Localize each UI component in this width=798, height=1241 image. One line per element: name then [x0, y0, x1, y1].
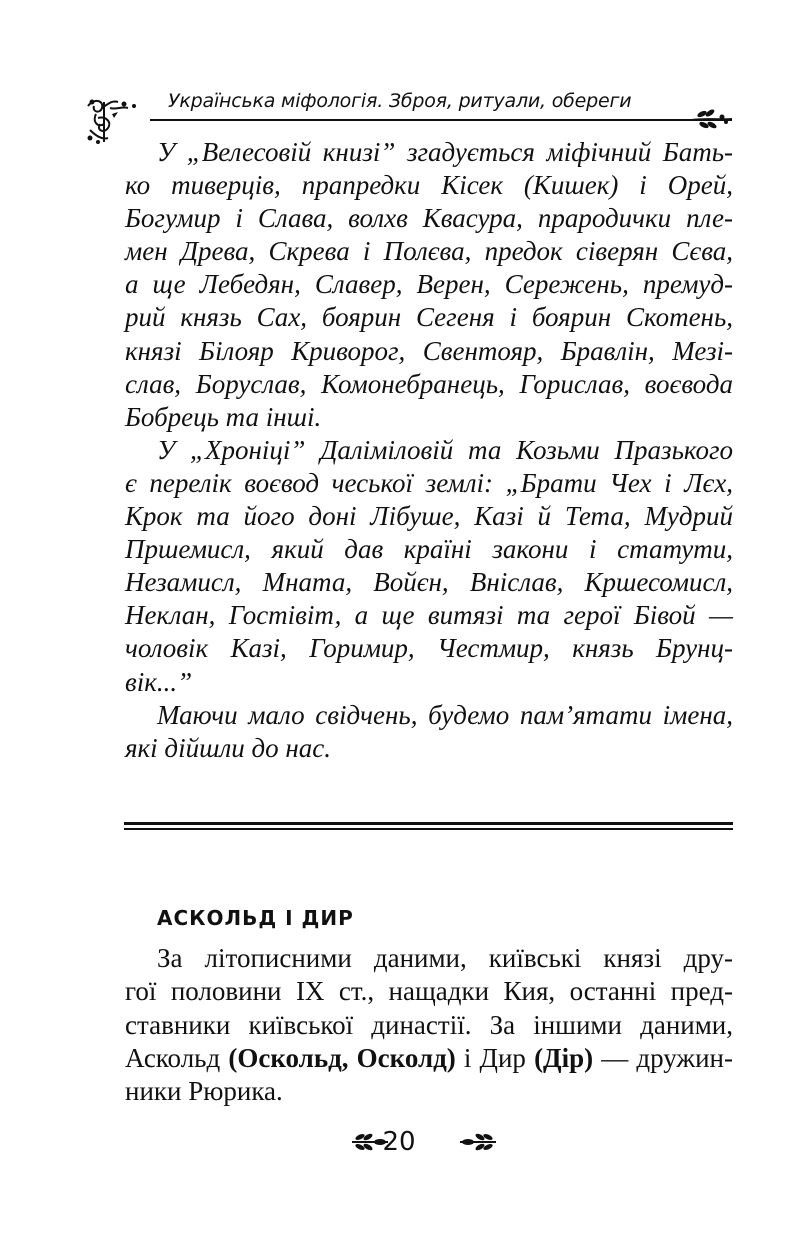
text-line: Неклан, Гостівіт, а ще витязі та герої Бівой — [125, 600, 733, 631]
header-rule [150, 119, 732, 121]
text-run: і Дир [455, 1042, 535, 1073]
leaf-sprig-icon [690, 108, 734, 130]
text-line: Маючи мало свідчень, будемо пам’ятати імена, [157, 699, 733, 730]
text-line: є перелік воєвод чеської землі: „Брати Чех і Лєх, [125, 467, 733, 498]
text-line: чоловік Казі, Горимир, Честмир, князь Брунц- [125, 633, 733, 664]
text-line: У „Велесовій книзі” згадується міфічний Бать- [157, 137, 733, 167]
right-sprig-ornament-icon [458, 1132, 498, 1152]
text-line: ко тиверців, прапредки Кісек (Кишек) і Орей, [125, 170, 733, 201]
text-run: Аскольд [125, 1042, 229, 1073]
text-line: У „Хроніці” Даліміловій та Козьми Празького [157, 434, 733, 465]
text-line: Богумир і Слава, волхв Квасура, прародички пле- [125, 203, 733, 234]
section-divider-thick [124, 822, 733, 825]
text-line: слав, Боруслав, Комонебранець, Горислав, воєвода [125, 368, 733, 399]
text-run: — дружин- [593, 1042, 733, 1073]
text-line: гої половини IX ст., нащадки Кия, останні пред- [125, 976, 733, 1007]
section-heading: АСКОЛЬД І ДИР [157, 906, 354, 930]
running-header-title: Українська міфологія. Зброя, ритуали, обереги [168, 90, 632, 112]
page-footer [0, 1124, 798, 1160]
text-line: які дійшли до нас. [125, 732, 332, 763]
text-line: вік...” [125, 666, 193, 697]
text-line-with-bold [125, 1042, 733, 1075]
italic-text-block [125, 136, 733, 765]
page-number: 20 [382, 1127, 416, 1157]
text-line: а ще Лебедян, Славер, Верен, Сережень, премуд- [125, 269, 733, 300]
text-line: ники Рюрика. [125, 1076, 283, 1107]
text-line: Незамисл, Мната, Войєн, Вніслав, Кршесомисл, [125, 567, 733, 598]
section-divider-thin [124, 828, 733, 830]
text-line: Пршемисл, який дав країні закони і статути, [125, 534, 733, 565]
running-header [0, 0, 798, 130]
paragraph-chronicle [125, 434, 733, 699]
text-line: Бобрець та інші. [125, 401, 322, 432]
paragraph-memory [125, 699, 733, 765]
section-body [125, 942, 733, 1108]
text-line: Крок та його доні Лібуше, Казі й Тета, Мудрий [125, 501, 733, 532]
text-line: ставники київської династії. За іншими даними, [125, 1009, 733, 1040]
bold-name-variant: (Дір) [534, 1042, 594, 1073]
text-line: рий князь Сах, боярин Сегеня і боярин Скотень, [125, 302, 733, 333]
text-line: мен Древа, Скрева і Полєва, предок сіверян Сєва, [125, 236, 733, 267]
paragraph-veles-book [125, 136, 733, 434]
text-line: За літописними даними, київські князі дру- [157, 943, 733, 973]
bold-name-variants: (Оскольд, Осколд) [228, 1042, 456, 1073]
text-line: князі Білояр Криворог, Свентояр, Бравлін, Мезі- [125, 335, 733, 366]
